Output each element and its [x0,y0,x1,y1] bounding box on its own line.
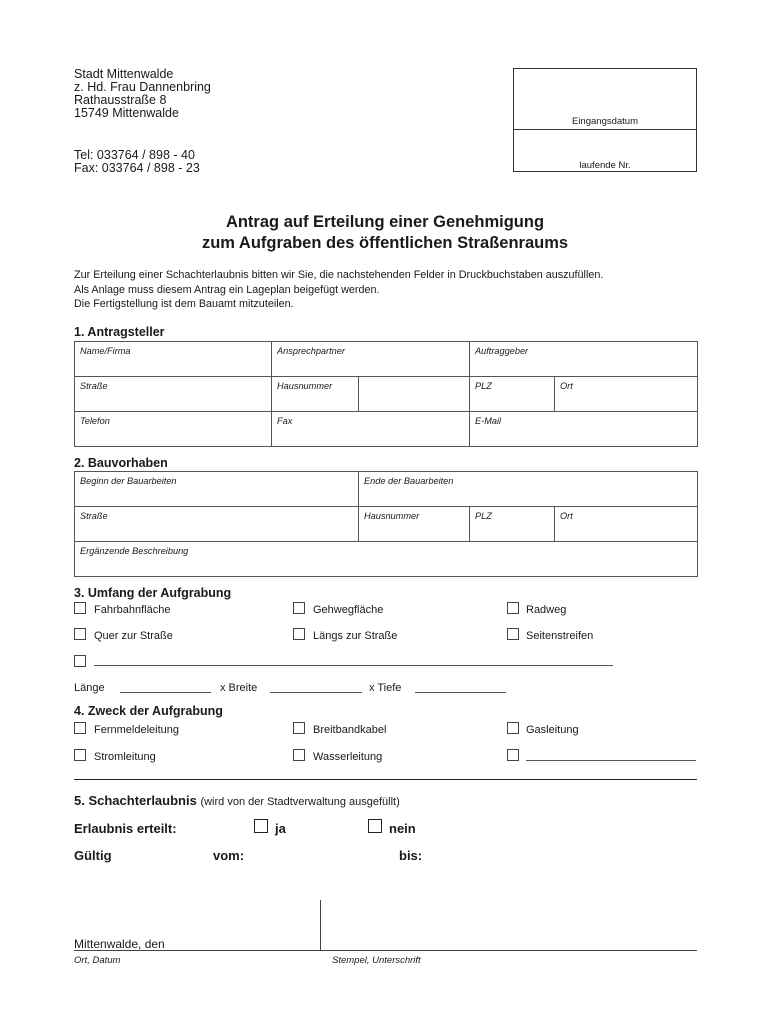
checkbox-sidewalk[interactable] [293,602,305,614]
stamp-signature-label: Stempel, Unterschrift [332,955,421,966]
address-line: Rathausstraße 8 [74,93,167,107]
option-label: Wasserleitung [313,751,383,763]
city-field[interactable]: Ort [555,377,698,412]
address-line: z. Hd. Frau Dannenbring [74,80,211,94]
checkbox-cycle-path[interactable] [507,602,519,614]
section-heading-applicant: 1. Antragsteller [74,325,165,339]
checkbox-shoulder[interactable] [507,628,519,640]
instructions [74,268,603,312]
option-label: Seitenstreifen [526,630,594,642]
project-zip-field[interactable]: PLZ [470,507,555,542]
checkbox-other-purpose[interactable] [507,749,519,761]
project-table [74,471,698,577]
option-label: Fernmeldeleitung [94,724,179,736]
address-line: Stadt Mittenwalde [74,67,174,81]
form-title [0,212,770,254]
signature-line[interactable] [74,950,697,951]
checkbox-gas-line[interactable] [507,722,519,734]
client-field[interactable]: Auftraggeber [470,342,698,377]
validity-label: Gültig [74,848,112,863]
section-heading-permit [74,793,400,808]
end-date-field[interactable]: Ende der Bauarbeiten [359,472,698,507]
place-date-prefill: Mittenwalde, den [74,937,165,951]
signature-divider [320,900,321,951]
option-label: Radweg [526,604,567,616]
option-label: Längs zur Straße [313,630,398,642]
instruction-line: Als Anlage muss diesem Antrag ein Lageplan beigefügt werden. [74,283,380,296]
description-field[interactable]: Ergänzende Beschreibung [75,542,698,577]
other-scope-line[interactable] [94,665,613,666]
place-date-label: Ort, Datum [74,955,121,966]
option-label: Gehwegfläche [313,604,384,616]
checkbox-water-line[interactable] [293,749,305,761]
checkbox-across-street[interactable] [74,628,86,640]
office-use-box [513,68,697,172]
valid-to-label: bis: [399,848,423,863]
office-box-divider [514,129,696,130]
project-city-field[interactable]: Ort [555,507,698,542]
checkbox-permit-no[interactable] [368,819,382,833]
width-input-line[interactable] [270,692,362,693]
serial-number-label: laufende Nr. [579,160,631,171]
title-line: zum Aufgraben des öffentlichen Straßenraums [201,234,569,252]
option-label: Stromleitung [94,751,156,763]
received-date-label: Eingangsdatum [571,116,639,127]
checkbox-telecom-line[interactable] [74,722,86,734]
section-separator [74,779,697,780]
checkbox-along-street[interactable] [293,628,305,640]
phone-number: Tel: 033764 / 898 - 40 [74,148,195,162]
checkbox-power-line[interactable] [74,749,86,761]
valid-from-label: vom: [213,848,245,863]
project-street-field[interactable]: Straße [75,507,359,542]
length-input-line[interactable] [120,692,211,693]
contact-person-field[interactable]: Ansprechpartner [272,342,470,377]
email-field[interactable]: E-Mail [470,412,698,447]
width-label: x Breite [220,682,258,694]
option-label: Quer zur Straße [94,630,173,642]
permit-note: (wird von der Stadtverwaltung ausgefüllt) [200,796,400,808]
permit-no-label: nein [389,821,416,836]
option-label: Fahrbahnfläche [94,604,171,616]
name-field[interactable]: Name/Firma [75,342,272,377]
depth-input-line[interactable] [415,692,506,693]
checkbox-roadway[interactable] [74,602,86,614]
street-field[interactable]: Straße [75,377,272,412]
house-number-field[interactable]: Hausnummer [272,377,359,412]
applicant-table [74,341,698,447]
zip-field[interactable]: PLZ [470,377,555,412]
checkbox-other-scope[interactable] [74,655,86,667]
start-date-field[interactable]: Beginn der Bauarbeiten [75,472,359,507]
option-label: Gasleitung [526,724,579,736]
address-line: 15749 Mittenwalde [74,106,179,120]
contact-block [74,149,200,175]
section-heading-scope: 3. Umfang der Aufgrabung [74,586,232,600]
length-label: Länge [74,682,105,694]
fax-number: Fax: 033764 / 898 - 23 [74,161,200,175]
option-label: Breitbandkabel [313,724,387,736]
checkbox-permit-yes[interactable] [254,819,268,833]
permit-heading-text: 5. Schachterlaubnis [74,793,197,808]
depth-label: x Tiefe [369,682,402,694]
phone-field[interactable]: Telefon [75,412,272,447]
project-house-number-field[interactable]: Hausnummer [359,507,470,542]
checkbox-broadband-cable[interactable] [293,722,305,734]
permit-yes-label: ja [275,821,286,836]
house-number-value[interactable] [359,377,470,412]
recipient-address [74,68,211,120]
other-purpose-line[interactable] [526,760,696,761]
section-heading-purpose: 4. Zweck der Aufgrabung [74,704,223,718]
section-heading-project: 2. Bauvorhaben [74,456,168,470]
fax-field[interactable]: Fax [272,412,470,447]
permit-granted-label: Erlaubnis erteilt: [74,821,177,836]
instruction-line: Zur Erteilung einer Schachterlaubnis bitten wir Sie, die nachstehenden Felder in Druckbuchstaben auszufüllen. [74,269,604,281]
title-line: Antrag auf Erteilung einer Genehmigung [225,213,545,231]
instruction-line: Die Fertigstellung ist dem Bauamt mitzuteilen. [74,298,294,310]
